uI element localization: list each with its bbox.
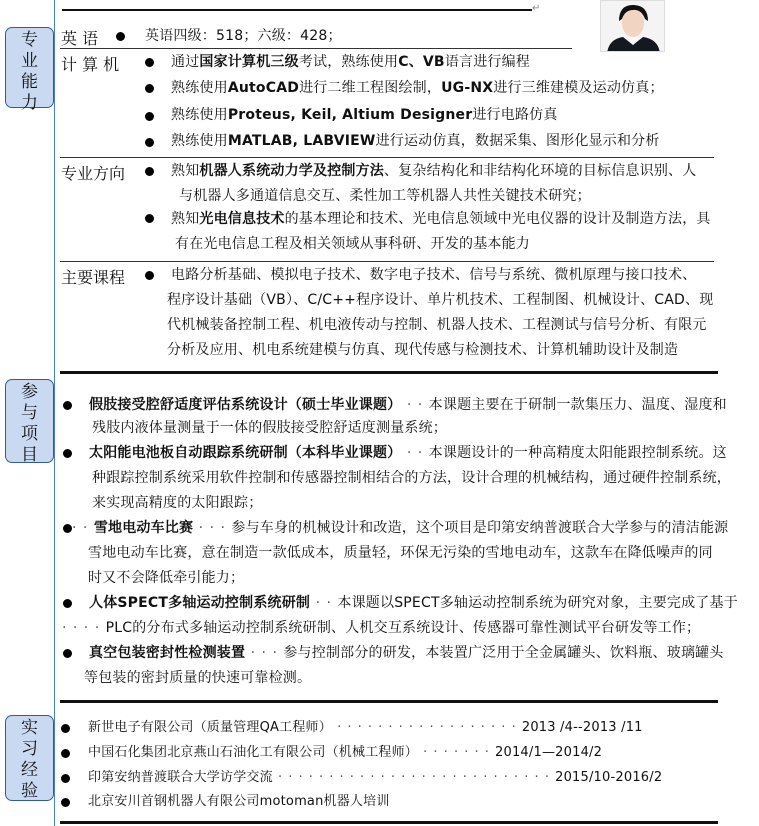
project-line: 来实现高精度的太阳跟踪； bbox=[92, 495, 263, 511]
bullet bbox=[63, 449, 72, 458]
project-line: 雪地电动车比赛，意在制造一款低成本，质量轻，环保无污染的雪地电动车，这款车在降低噪声的同 bbox=[88, 545, 713, 561]
direction-item-line: 有在光电信息工程及相关领域从事科研、开发的基本能力 bbox=[175, 236, 530, 252]
project-title-line: 人体SPECT多轴运动控制系统研制 · · 本课题以SPECT多轴运动控制系统为研究对象，主要完成了基于 bbox=[89, 595, 738, 611]
top-rule bbox=[62, 9, 532, 11]
bullet bbox=[63, 401, 72, 410]
profile-photo bbox=[600, 0, 665, 52]
bullet bbox=[145, 271, 154, 280]
divider bbox=[60, 48, 572, 49]
bullet bbox=[116, 32, 125, 41]
bullet bbox=[145, 138, 154, 147]
computer-item: 通过国家计算机三级考试，熟练使用C、VB语言进行编程 bbox=[171, 54, 531, 70]
project-line: 残肢内液体量测量于一体的假肢接受腔舒适度测量系统； bbox=[92, 420, 447, 436]
project-title-line: 太阳能电池板自动跟踪系统研制（本科毕业课题） · · 本课题设计的一种高精度太阳能跟控制系统。这 bbox=[89, 445, 727, 461]
tab-projects: 参与项目 bbox=[5, 379, 54, 463]
bullet bbox=[63, 599, 72, 608]
bullet bbox=[145, 84, 154, 93]
project-line: 时又不会降低牵引能力； bbox=[88, 570, 245, 586]
section-rule bbox=[60, 700, 718, 703]
bullet bbox=[145, 58, 154, 67]
bullet bbox=[61, 798, 70, 807]
bullet bbox=[145, 214, 154, 223]
courses-label: 主要课程 bbox=[61, 268, 126, 287]
computer-item: 熟练使用AutoCAD进行二维工程图绘制，UG-NX进行三维建模及运动仿真； bbox=[171, 80, 664, 96]
project-line: · · · · PLC的分布式多轴运动控制系统研制、人机交互系统设计、传感器可靠性测试平台研发等工作； bbox=[62, 620, 701, 636]
bullet bbox=[61, 774, 70, 783]
tab-skills: 专业能力 bbox=[5, 27, 54, 108]
project-title-line: 真空包装密封性检测装置 · · · 参与控制部分的研发，本装置广泛用于全金属罐头、饮料瓶、玻璃罐头 bbox=[89, 645, 724, 661]
course-line: 代机械装备控制工程、机电液传动与控制、机器人技术、工程测试与信号分析、有限元 bbox=[167, 317, 707, 333]
project-line: 等包装的密封质量的快速可靠检测。 bbox=[84, 670, 312, 686]
english-value: 英语四级：518；六级：428； bbox=[145, 28, 342, 44]
bullet bbox=[145, 112, 154, 121]
bullet bbox=[61, 749, 70, 758]
return-mark: ↵ bbox=[532, 3, 541, 14]
divider bbox=[60, 157, 714, 158]
english-label: 英 语 bbox=[61, 29, 99, 48]
bullet bbox=[63, 649, 72, 658]
direction-label: 专业方向 bbox=[61, 164, 126, 183]
course-line: 电路分析基础、模拟电子技术、数字电子技术、信号与系统、微机原理与接口技术、 bbox=[171, 267, 697, 283]
project-line: 种跟踪控制系统采用软件控制和传感器控制相结合的方法，设计合理的机械结构，通过硬件控制系统， bbox=[92, 470, 731, 486]
computer-item: 熟练使用Proteus, Keil, Altium Designer进行电路仿真 bbox=[171, 107, 558, 123]
project-title-line: 假肢接受腔舒适度评估系统设计（硕士毕业课题） · · 本课题主要在于研制一款集压力、温度、湿度和 bbox=[89, 397, 727, 413]
computer-item: 熟练使用MATLAB, LABVIEW进行运动仿真，数据采集、图形化显示和分析 bbox=[171, 133, 660, 149]
bullet bbox=[145, 167, 154, 176]
internship-item: 新世电子有限公司（质量管理QA工程师） · · · · · · · · · · · · · · · · · · 2013 /4--2013 /11 bbox=[88, 720, 643, 735]
internship-item: 中国石化集团北京燕山石油化工有限公司（机械工程师） · · · · · · · 2014/1—2014/2 bbox=[88, 745, 603, 760]
section-rule bbox=[60, 371, 718, 374]
section-rule bbox=[60, 821, 718, 824]
direction-item-line: 与机器人多通道信息交互、柔性加工等机器人共性关键技术研究； bbox=[179, 188, 591, 204]
divider bbox=[60, 261, 714, 262]
computer-label: 计 算 机 bbox=[61, 55, 120, 74]
direction-item-line: 熟知光电信息技术的基本理论和技术、光电信息领域中光电仪器的设计及制造方法，具 bbox=[171, 211, 711, 227]
left-guide-line bbox=[54, 0, 55, 826]
bullet bbox=[61, 724, 70, 733]
course-line: 分析及应用、机电系统建模与仿真、现代传感与检测技术、计算机辅助设计及制造 bbox=[167, 342, 679, 358]
internship-item: 北京安川首钢机器人有限公司motoman机器人培训 bbox=[88, 794, 390, 809]
bullet bbox=[63, 524, 72, 533]
tab-internship: 实习经验 bbox=[5, 715, 54, 801]
internship-item: 印第安纳普渡联合大学访学交流 · · · · · · · · · · · · · · · · · · · · · · · · · · · 2015/10-2016/2 bbox=[88, 770, 663, 785]
course-line: 程序设计基础（VB）、C/C++程序设计、单片机技术、工程制图、机械设计、CAD、现 bbox=[167, 292, 714, 308]
direction-item-line: 熟知机器人系统动力学及控制方法、复杂结构化和非结构化环境的目标信息识别、人 bbox=[171, 163, 697, 179]
project-title-line: · · 雪地电动车比赛 · · · 参与车身的机械设计和改造，这个项目是印第安纳普渡联合大学参与的清洁能源 bbox=[72, 520, 729, 536]
